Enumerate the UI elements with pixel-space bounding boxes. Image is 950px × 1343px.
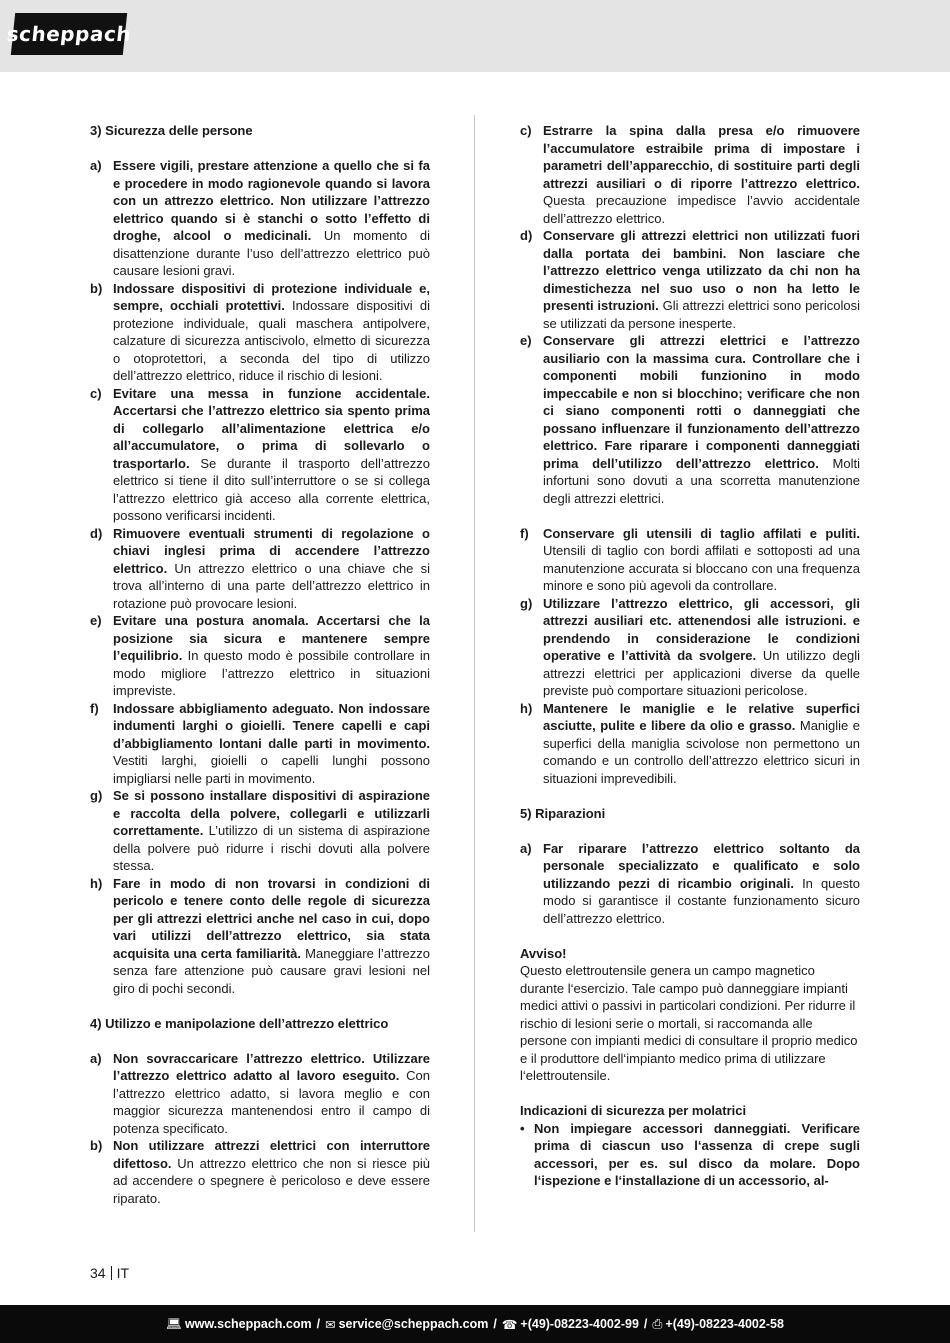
item-label: e) — [520, 333, 532, 348]
item-text: Vestiti larghi, gioielli o capelli lunghi possono impigliarsi nelle parti in movimento. — [113, 753, 430, 786]
item-text: Utensili di taglio con bordi affilati e sottoposti ad una manutenzione accurata si bloccano con una frequenza minore e sono più agevoli da controllare. — [543, 543, 860, 593]
item-text: Questa precauzione impedisce l’avvio accidentale dell’attrezzo elettrico. — [543, 193, 860, 226]
page-header — [0, 0, 950, 72]
item-text: Un utilizzo degli attrezzi elettrici per applicazioni diverse da quelle previste può comportare situazioni pericolose. — [543, 648, 861, 698]
item-text: L’utilizzo di un sistema di aspirazione della polvere può ridurre i rischi dovuti alla polvere stessa. — [113, 823, 430, 873]
item-bold-text: Conservare gli attrezzi elettrici e l’attrezzo ausiliario con la massima cura. Controllare che i componenti mobili funzionino in modo impeccabile e non si blocchino; verificare che non ci siano componenti rotti o danneggiati che possano influenzare il funzionamento dell’attrezzo elettrico. Fare riparare i componenti danneggiati prima dell’utilizzo dell’attrezzo elettrico. — [543, 333, 860, 471]
bullet-icon: • — [520, 1120, 525, 1136]
item-bold-text: Evitare una messa in funzione accidentale. Accertarsi che l’attrezzo elettrico sia spento prima di collegarlo all’alimentazione elettrica e/o all’accumulatore, o prima di sollevarlo o trasportarlo. — [113, 385, 430, 471]
page-marker-divider — [111, 1266, 112, 1280]
item-label: e) — [90, 613, 102, 628]
grinder-safety-heading: Indicazioni di sicurezza per molatrici — [520, 1103, 747, 1118]
item-text: Se durante il trasporto dell’attrezzo elettrico si tiene il dito sull’interruttore o se si collega l’attrezzo elettrico già acceso alla corrente elettrica, possono verificarsi incidenti. — [113, 455, 430, 523]
fax-icon: ⎙ — [652, 1316, 663, 1331]
item-label: c) — [90, 385, 102, 401]
footer-email[interactable]: service@scheppach.com — [338, 1317, 489, 1331]
page-marker — [90, 1265, 129, 1281]
item-text: Un attrezzo elettrico che non si riesce più ad accendere o spegnere è pericoloso e deve essere riparato. — [113, 1155, 430, 1206]
page-number: 34 — [90, 1265, 106, 1281]
footer-separator: / — [493, 1317, 497, 1331]
scheppach-logo: scheppach — [11, 13, 127, 55]
item-label: f) — [520, 525, 529, 541]
item-bold-text: Essere vigili, prestare attenzione a quello che si fa e procedere in modo ragionevole quando si lavora con un attrezzo elettrico. Non utilizzare l’attrezzo elettrico quando si è stanchi o sotto l’effetto di droghe, alcool o medicinali. — [113, 158, 430, 243]
section-heading-tool-use: 4) Utilizzo e manipolazione dell’attrezzo elettrico — [90, 1015, 389, 1031]
item-text: Gli attrezzi elettrici sono pericolosi se utilizzati da persone inesperte. — [543, 298, 860, 331]
section-heading-repairs: 5) Riparazioni — [520, 805, 606, 821]
list-item — [90, 1050, 430, 1138]
list-item — [90, 700, 430, 788]
item-label: f) — [90, 700, 99, 716]
item-bold-text: Conservare gli attrezzi elettrici non utilizzati fuori dalla portata dei bambini. Non lasciare che l’attrezzo elettrico venga utilizzato da chi non ha dimestichezza nel suo uso o non ha letto le presenti istruzioni. — [543, 228, 860, 313]
item-text: Un momento di disattenzione durante l’uso dell’attrezzo elettrico può causare lesioni gravi. — [113, 228, 430, 278]
list-item — [520, 840, 860, 928]
phone-icon: ☎︎ — [501, 1317, 518, 1332]
left-column — [90, 122, 430, 1207]
item-bold-text: Far riparare l’attrezzo elettrico soltanto da personale specializzato e qualificato e solo utilizzando pezzi di ricambio originali. — [543, 840, 860, 891]
list-item — [90, 787, 430, 875]
list-item — [90, 157, 430, 280]
item-text: Con l’attrezzo elettrico adatto, si lavora meglio e con maggior sicurezza mantenendosi entro il campo di potenza specificato. — [113, 1068, 430, 1136]
list-item — [520, 595, 860, 700]
item-text: Maniglie e superfici della maniglia scivolose non permettono un comando e un controllo dell’attrezzo elettrico sicuri in situazioni imprevedibili. — [543, 718, 860, 786]
item-bold-text: Utilizzare l’attrezzo elettrico, gli accessori, gli attrezzi ausiliari etc. attenendosi alle istruzioni. e prendendo in considerazione le condizioni operative e l’attività da svolgere. — [543, 595, 860, 663]
item-text: In questo modo si garantisce il costante funzionamento sicuro dell’attrezzo elettrico. — [543, 875, 860, 926]
item-bold-text: Fare in modo di non trovarsi in condizioni di pericolo e tenere conto delle regole di sicurezza per gli attrezzi elettrici anche nel caso in cui, dopo vari utilizzi dell’attrezzo elettrico, sia stata acquisita una certa familiarità. — [113, 875, 430, 961]
item-label: h) — [90, 875, 103, 891]
footer-website[interactable]: www.scheppach.com — [184, 1317, 312, 1331]
item-bold-text: Se si possono installare dispositivi di aspirazione e raccolta della polvere, collegarli e utilizzarli correttamente. — [113, 788, 430, 838]
item-bold-text: Non sovraccaricare l’attrezzo elettrico. Utilizzare l’attrezzo elettrico adatto al lavoro eseguito. — [113, 1050, 430, 1083]
item-bold-text: Indossare abbigliamento adeguato. Non indossare indumenti larghi o gioielli. Tenere capelli e capi d’abbigliamento lontani dalle parti in movimento. — [113, 700, 430, 751]
item-bold-text: Non utilizzare attrezzi elettrici con interruttore difettoso. — [113, 1138, 430, 1171]
list-item — [90, 280, 430, 385]
item-label: b) — [90, 1138, 103, 1153]
item-label: a) — [520, 840, 532, 856]
right-column — [520, 122, 860, 1190]
warning-heading: Avviso! — [520, 945, 567, 961]
item-label: g) — [90, 788, 103, 803]
footer-separator: / — [316, 1317, 321, 1331]
footer-phone[interactable]: +(49)-08223-4002-99 — [520, 1317, 639, 1331]
item-bold-text: Estrarre la spina dalla presa e/o rimuovere l’accumulatore estraibile prima di impostare i parametri dell’apparecchio, di sostituire parti degli attrezzi ausiliari o di riporre l’attrezzo elettrico. — [543, 123, 860, 191]
item-text: Un attrezzo elettrico o una chiave che si trova all’interno di una parte dell’attrezzo elettrico in rotazione può provocare lesioni. — [113, 560, 430, 611]
column-divider — [474, 115, 475, 1232]
footer-fax[interactable]: +(49)-08223-4002-58 — [665, 1317, 784, 1331]
item-bold-text: Mantenere le maniglie e le relative superfici asciutte, pulite e libere da olio e grasso. — [543, 700, 860, 733]
item-text: Maneggiare l’attrezzo senza fare attenzione può causare gravi lesioni nel giro di pochi secondi. — [113, 945, 430, 996]
footer-separator: / — [643, 1317, 648, 1331]
list-item — [520, 525, 860, 595]
list-item — [520, 227, 860, 332]
item-bold-text: Evitare una postura anomala. Accertarsi che la posizione sia sicura e mantenere sempre l’equilibrio. — [113, 613, 430, 663]
list-item — [90, 875, 430, 998]
list-item — [520, 332, 860, 507]
list-item — [90, 385, 430, 525]
item-text: In questo modo è possibile controllare in modo migliore l’attrezzo elettrico in situazioni impreviste. — [113, 648, 430, 698]
list-item — [520, 1120, 860, 1190]
item-label: d) — [520, 228, 533, 243]
item-label: g) — [520, 595, 533, 611]
mail-icon: ✉︎ — [325, 1317, 336, 1332]
item-text: Indossare dispositivi di protezione individuale, quali maschera antipolvere, calzature di sicurezza antiscivolo, elmetto di sicurezza o otoprotettori, a seconda del tipo di utilizzo dell’attrezzo elettrico, riduce il rischio di lesioni. — [113, 298, 430, 383]
item-bold-text: Indossare dispositivi di protezione individuale e, sempre, occhiali protettivi. — [113, 280, 430, 313]
warning-text: Questo elettroutensile genera un campo magnetico durante l‘esercizio. Tale campo può danneggiare impianti medici attivi o passivi in particolari condizioni. Per ridurre il rischio di lesioni serie o mortali, si raccomanda alle persone con impianti medici di consultare il proprio medico e il produttore dell‘impianto medico prima di utilizzare l‘elettroutensile. — [520, 963, 858, 1083]
list-item — [520, 700, 860, 788]
section-heading-personal-safety: 3) Sicurezza delle persone — [90, 123, 253, 138]
item-bold-text: Conservare gli utensili di taglio affilati e puliti. — [543, 525, 860, 541]
list-item — [90, 1137, 430, 1207]
item-text: Molti infortuni sono dovuti a una scorretta manutenzione degli attrezzi elettrici. — [543, 455, 860, 506]
item-bold-text: Rimuovere eventuali strumenti di regolazione o chiavi inglesi prima di accendere l’attrezzo elettrico. — [113, 525, 430, 576]
item-label: h) — [520, 700, 533, 716]
page-footer — [0, 1305, 950, 1343]
item-bold-text: Non impiegare accessori danneggiati. Verificare prima di ciascun uso l‘assenza di crepe sugli accessori, per es. sul disco da molare. Dopo l‘ispezione e l‘installazione di un accessorio, al- — [534, 1120, 860, 1188]
item-label: a) — [90, 1050, 102, 1066]
item-label: d) — [90, 525, 103, 541]
item-label: a) — [90, 158, 102, 173]
list-item — [520, 122, 860, 227]
item-label: b) — [90, 280, 103, 296]
item-label: c) — [520, 123, 532, 138]
list-item — [90, 525, 430, 613]
computer-icon: 💻︎ — [166, 1316, 182, 1331]
page-language: IT — [116, 1265, 130, 1281]
list-item — [90, 612, 430, 700]
